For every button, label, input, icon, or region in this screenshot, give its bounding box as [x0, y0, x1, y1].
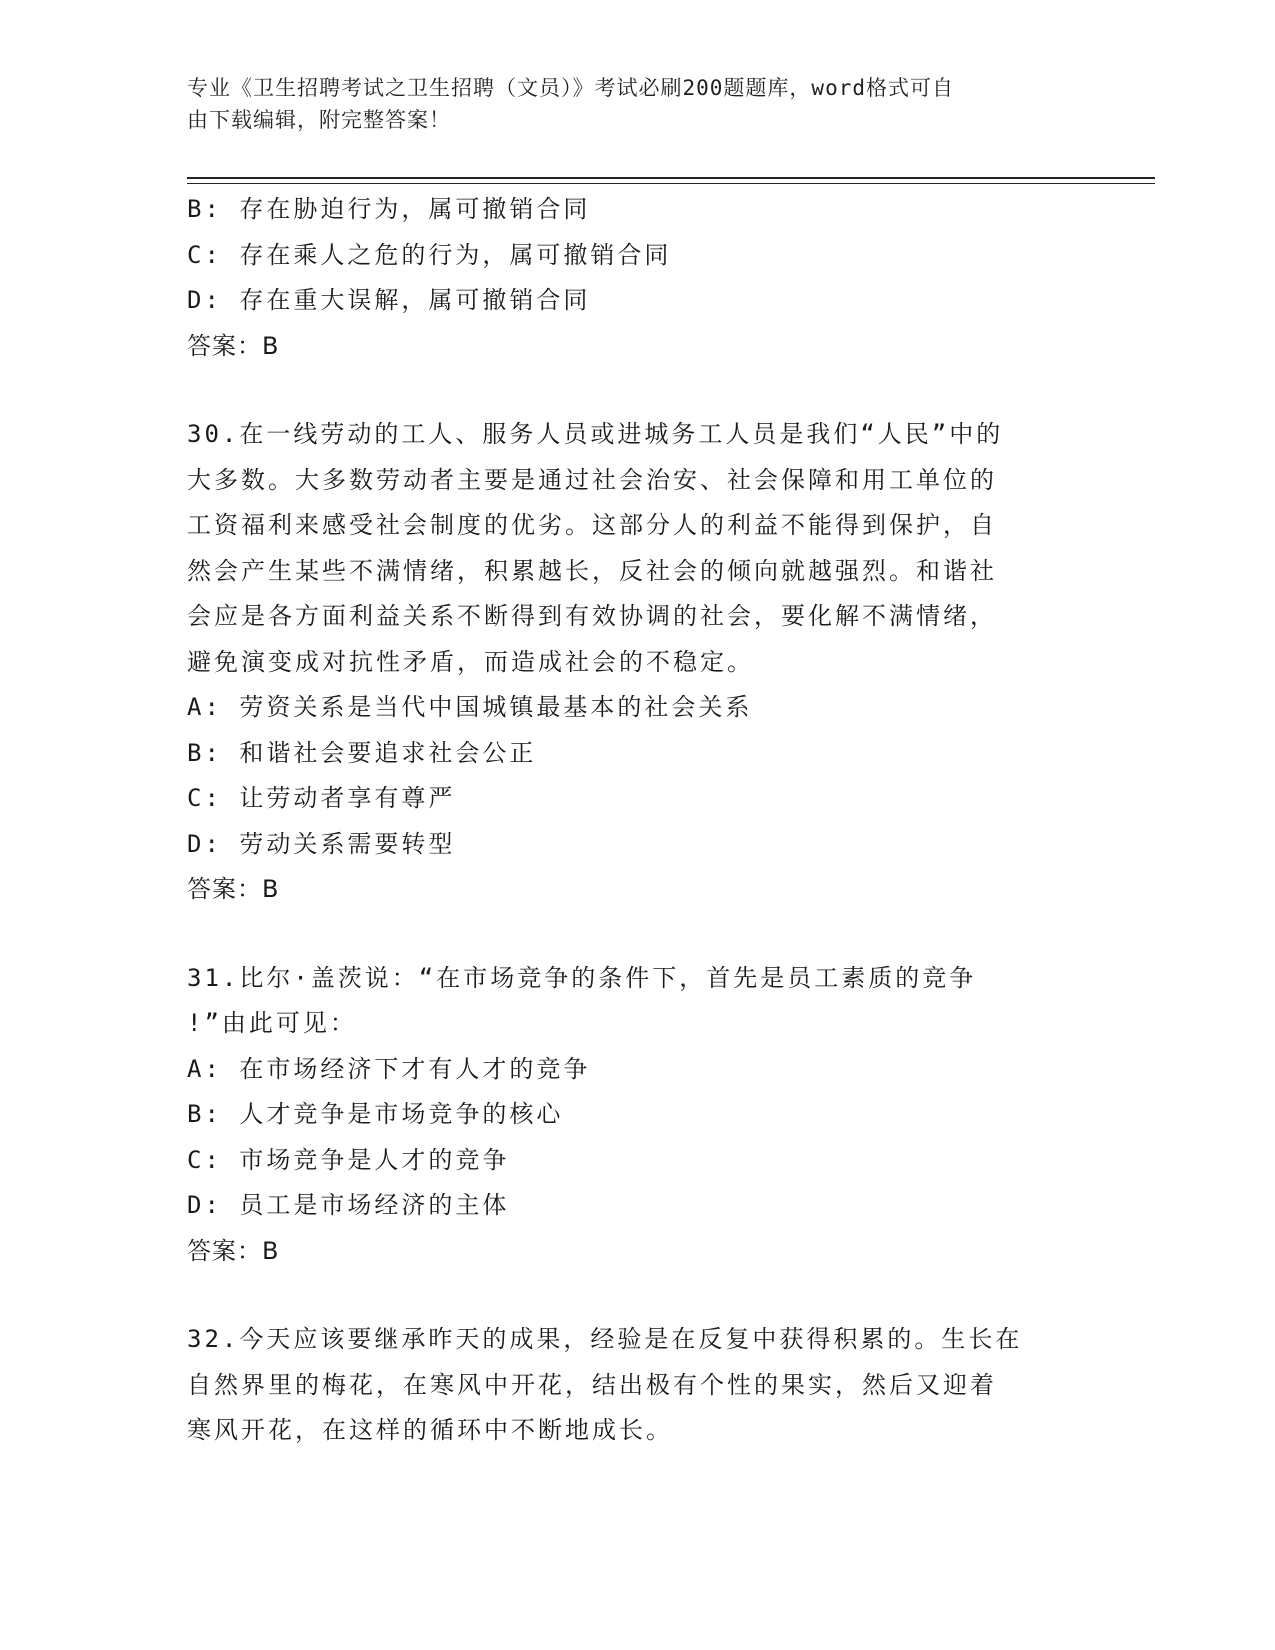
answer-line: 答案：B	[187, 875, 280, 903]
option-b: B: 存在胁迫行为，属可撤销合同	[187, 195, 591, 223]
question-stem-line: !”由此可见：	[187, 1009, 357, 1037]
question-stem-line: 30.在一线劳动的工人、服务人员或进城务工人员是我们“人民”中的	[187, 420, 1004, 448]
option-d: D: 员工是市场经济的主体	[187, 1191, 510, 1219]
question-stem-line: 然会产生某些不满情绪，积累越长，反社会的倾向就越强烈。和谐社	[187, 556, 997, 585]
option-c: C: 存在乘人之危的行为，属可撤销合同	[187, 240, 672, 269]
option-c: C: 让劳动者享有尊严	[187, 784, 456, 812]
question-stem-line: 会应是各方面利益关系不断得到有效协调的社会，要化解不满情绪，	[187, 602, 997, 630]
option-d: D: 劳动关系需要转型	[187, 829, 456, 858]
question-gap	[187, 369, 1087, 412]
question-stem-line: 31.比尔·盖茨说：“在市场竞争的条件下，首先是员工素质的竞争	[187, 963, 977, 992]
question-stem-line: 工资福利来感受社会制度的优劣。这部分人的利益不能得到保护，自	[187, 511, 997, 539]
document-body	[187, 187, 1087, 1454]
answer-line: 答案：B	[187, 331, 280, 360]
header-rule-thin	[187, 183, 1155, 184]
question-gap	[187, 913, 1087, 956]
option-a: A: 在市场经济下才有人才的竞争	[187, 1054, 591, 1083]
answer-line: 答案：B	[187, 1236, 280, 1265]
header-rule-thick	[187, 177, 1155, 179]
option-b: B: 和谐社会要追求社会公正	[187, 738, 537, 767]
question-stem-line: 自然界里的梅花，在寒风中开花，结出极有个性的果实，然后又迎着	[187, 1370, 997, 1399]
question-stem-line: 32.今天应该要继承昨天的成果，经验是在反复中获得积累的。生长在	[187, 1325, 1023, 1353]
question-stem-line: 避免演变成对抗性矛盾，而造成社会的不稳定。	[187, 647, 754, 676]
question-stem-line: 寒风开花，在这样的循环中不断地成长。	[187, 1416, 673, 1444]
document-header	[187, 72, 1067, 136]
option-b: B: 人才竞争是市场竞争的核心	[187, 1100, 564, 1128]
option-a: A: 劳资关系是当代中国城镇最基本的社会关系	[187, 693, 753, 721]
question-gap	[187, 1274, 1087, 1317]
question-stem-line: 大多数。大多数劳动者主要是通过社会治安、社会保障和用工单位的	[187, 465, 997, 494]
option-d: D: 存在重大误解，属可撤销合同	[187, 286, 591, 314]
question-30	[187, 412, 1087, 913]
option-c: C: 市场竞争是人才的竞争	[187, 1145, 510, 1174]
question-29-continued	[187, 187, 1087, 369]
question-31	[187, 956, 1087, 1275]
question-32	[187, 1317, 1087, 1454]
header-line-1: 专业《卫生招聘考试之卫生招聘（文员）》考试必刷200题题库，word格式可自	[187, 76, 954, 100]
header-line-2: 由下载编辑，附完整答案！	[187, 108, 451, 132]
